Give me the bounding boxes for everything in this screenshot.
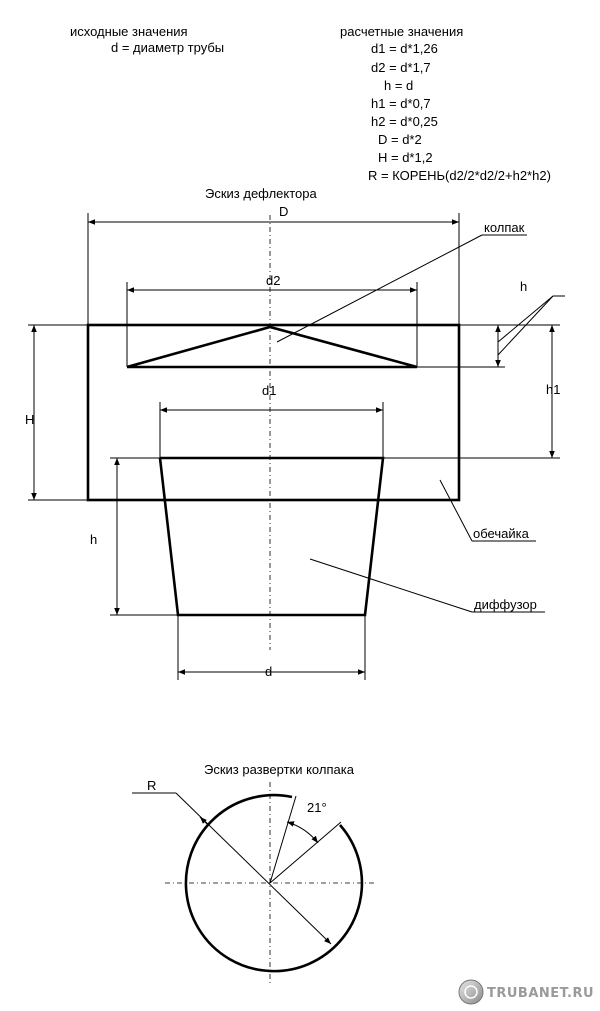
callout-cap-label: колпак (484, 220, 525, 235)
inputs-line-d: d = диаметр трубы (111, 40, 225, 55)
calc-line-D: D = d*2 (378, 132, 422, 147)
calc-line-h2: h2 = d*0,25 (371, 114, 438, 129)
calc-line-R: R = КОРЕНЬ(d2/2*d2/2+h2*h2) (368, 168, 551, 183)
dim-d-label: d (265, 664, 273, 679)
calc-title: расчетные значения (340, 24, 464, 39)
inputs-title: исходные значения (70, 24, 188, 39)
angle-label: 21° (307, 800, 327, 815)
watermark-text: TRUBANET.RU (487, 986, 595, 1001)
dim-h-right-label: h (520, 279, 528, 294)
dim-d (178, 615, 365, 680)
dim-h-left-label: h (90, 532, 98, 547)
watermark (459, 980, 594, 1004)
dim-d1 (160, 383, 383, 458)
cap-triangle (127, 327, 417, 367)
r-line (176, 793, 331, 944)
dim-D-label: D (279, 204, 289, 219)
dim-d2 (127, 273, 417, 367)
r-label: R (147, 778, 157, 793)
dim-H-label: H (25, 412, 35, 427)
calc-line-h: h = d (384, 78, 414, 93)
dim-D (88, 204, 459, 325)
sketch1-title: Эскиз дефлектора (205, 186, 317, 201)
callout-diffuser (310, 559, 545, 612)
calc-line-d2: d2 = d*1,7 (371, 60, 431, 75)
diffuser-body (160, 458, 383, 615)
gap-radius-1 (270, 796, 296, 883)
dim-h-right (417, 279, 565, 367)
dim-d1-label: d1 (262, 383, 277, 398)
callout-shell-label: обечайка (473, 526, 529, 541)
shell-rect (88, 325, 459, 500)
callout-diffuser-label: диффузор (474, 597, 537, 612)
dim-h-left (90, 458, 178, 615)
watermark-logo-icon (459, 980, 483, 1004)
dim-H (25, 325, 88, 500)
callout-shell (440, 480, 536, 541)
dim-d2-label: d2 (266, 273, 281, 288)
r-line-tick (200, 817, 207, 824)
calc-line-H: H = d*1,2 (378, 150, 433, 165)
sketch2-title: Эскиз развертки колпака (204, 762, 354, 777)
angle-arc (287, 822, 318, 843)
dim-h1-label: h1 (546, 382, 561, 397)
calc-line-d1: d1 = d*1,26 (371, 41, 438, 56)
calc-line-h1: h1 = d*0,7 (371, 96, 431, 111)
dim-h1 (383, 325, 560, 458)
